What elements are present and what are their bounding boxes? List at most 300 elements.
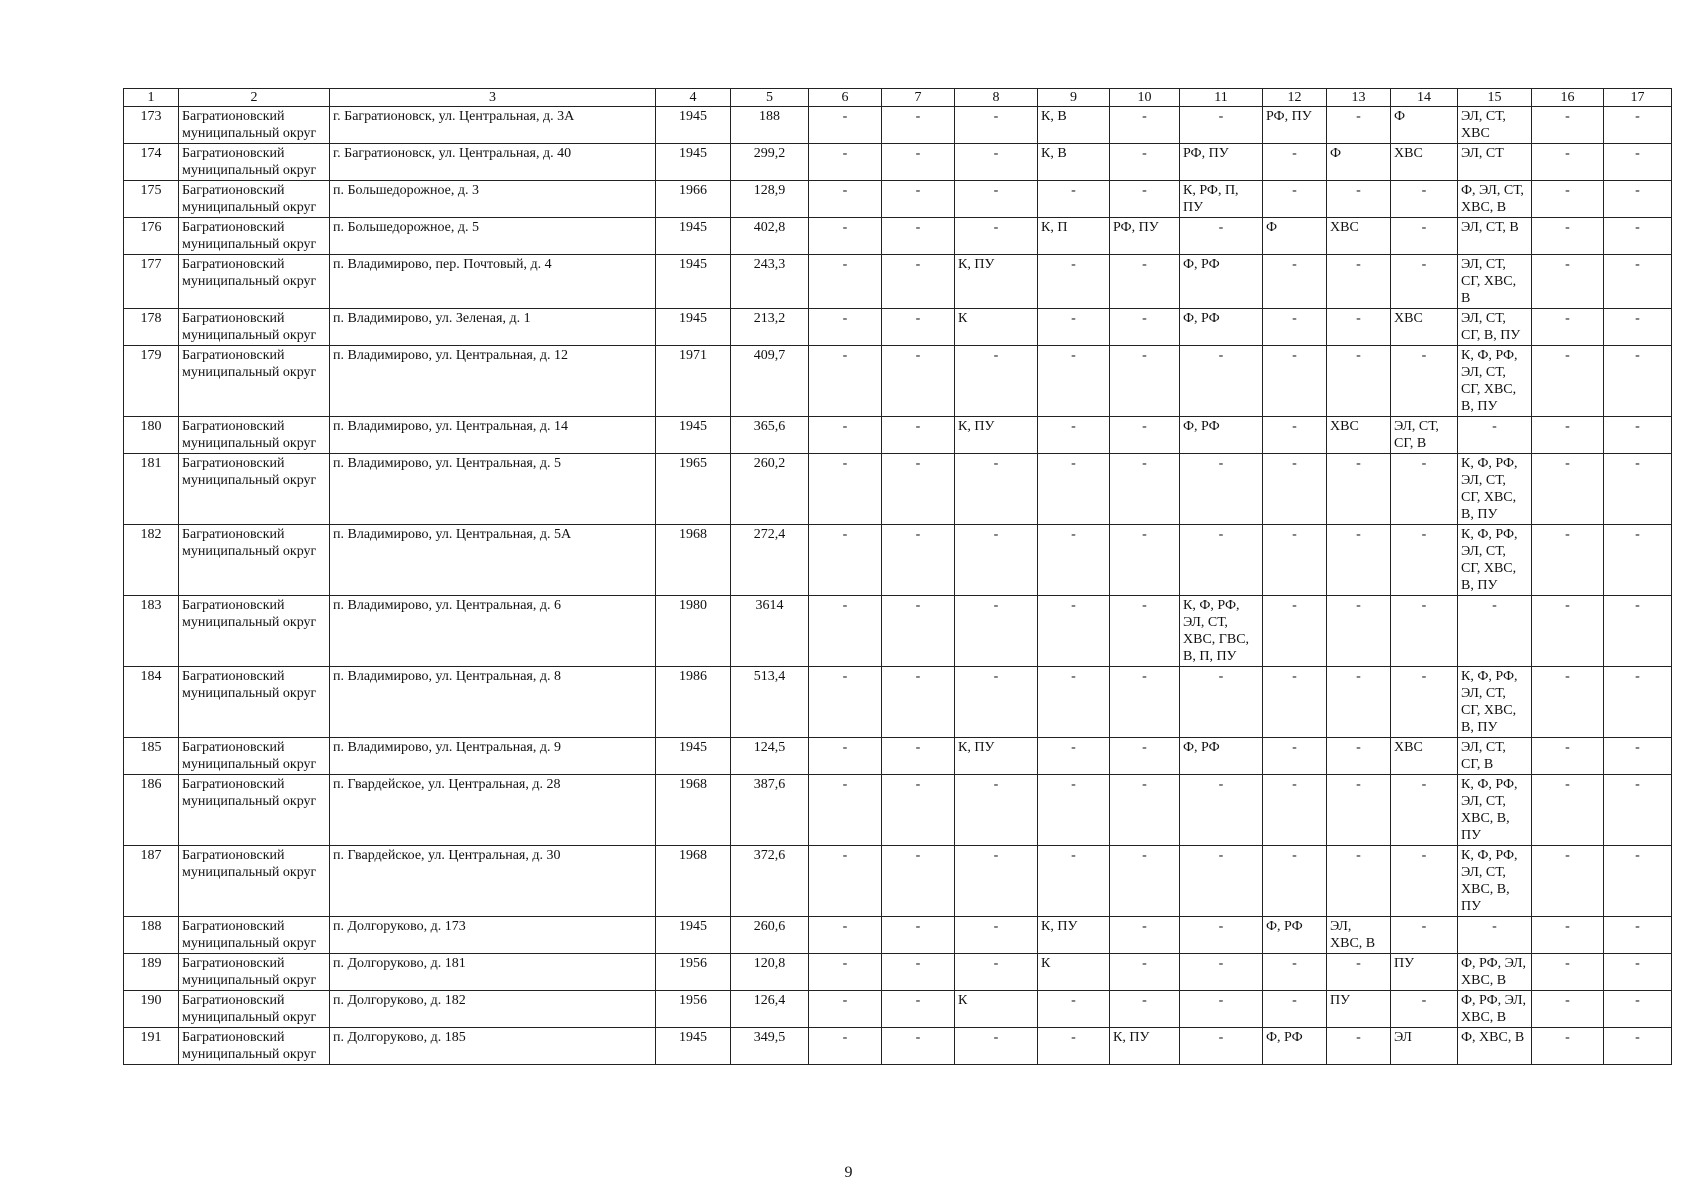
table-cell-col-5: 213,2 bbox=[731, 309, 809, 346]
table-cell-col-12: - bbox=[1263, 144, 1327, 181]
table-cell-col-13: - bbox=[1327, 846, 1391, 917]
table-cell-col-7: - bbox=[882, 917, 955, 954]
table-cell-col-7: - bbox=[882, 667, 955, 738]
table-cell-col-14: ЭЛ, СТ, СГ, В bbox=[1391, 417, 1458, 454]
table-cell-col-16: - bbox=[1532, 346, 1604, 417]
table-cell-col-17: - bbox=[1604, 1028, 1672, 1065]
table-cell-col-10: - bbox=[1110, 667, 1180, 738]
table-cell-col-1: 179 bbox=[124, 346, 179, 417]
table-cell-col-7: - bbox=[882, 181, 955, 218]
table-row bbox=[124, 917, 1672, 954]
table-cell-col-14: - bbox=[1391, 255, 1458, 309]
table-cell-col-4: 1956 bbox=[656, 991, 731, 1028]
column-header-4: 4 bbox=[656, 89, 731, 107]
column-header-14: 14 bbox=[1391, 89, 1458, 107]
table-cell-col-3: п. Владимирово, пер. Почтовый, д. 4 bbox=[330, 255, 656, 309]
table-row bbox=[124, 775, 1672, 846]
table-cell-col-9: - bbox=[1038, 309, 1110, 346]
table-cell-col-8: - bbox=[955, 181, 1038, 218]
table-cell-col-13: ХВС bbox=[1327, 417, 1391, 454]
table-cell-col-10: - bbox=[1110, 107, 1180, 144]
table-cell-col-14: - bbox=[1391, 775, 1458, 846]
table-cell-col-1: 182 bbox=[124, 525, 179, 596]
table-row bbox=[124, 309, 1672, 346]
table-cell-col-17: - bbox=[1604, 181, 1672, 218]
table-cell-col-15: ЭЛ, СТ, СГ, ХВС, В bbox=[1458, 255, 1532, 309]
table-row bbox=[124, 667, 1672, 738]
table-cell-col-7: - bbox=[882, 954, 955, 991]
table-cell-col-2: Багратионовский муниципальный округ bbox=[179, 525, 330, 596]
table-cell-col-3: п. Владимирово, ул. Центральная, д. 12 bbox=[330, 346, 656, 417]
column-header-15: 15 bbox=[1458, 89, 1532, 107]
table-cell-col-5: 272,4 bbox=[731, 525, 809, 596]
table-cell-col-1: 185 bbox=[124, 738, 179, 775]
table-cell-col-14: ХВС bbox=[1391, 144, 1458, 181]
table-cell-col-7: - bbox=[882, 1028, 955, 1065]
table-cell-col-16: - bbox=[1532, 738, 1604, 775]
table-cell-col-17: - bbox=[1604, 218, 1672, 255]
table-cell-col-10: - bbox=[1110, 775, 1180, 846]
table-cell-col-3: п. Долгоруково, д. 173 bbox=[330, 917, 656, 954]
table-cell-col-5: 299,2 bbox=[731, 144, 809, 181]
table-cell-col-1: 190 bbox=[124, 991, 179, 1028]
table-row bbox=[124, 991, 1672, 1028]
table-cell-col-11: РФ, ПУ bbox=[1180, 144, 1263, 181]
table-cell-col-5: 409,7 bbox=[731, 346, 809, 417]
table-cell-col-11: - bbox=[1180, 107, 1263, 144]
table-cell-col-2: Багратионовский муниципальный округ bbox=[179, 144, 330, 181]
table-cell-col-15: - bbox=[1458, 596, 1532, 667]
table-cell-col-11: - bbox=[1180, 218, 1263, 255]
table-cell-col-16: - bbox=[1532, 775, 1604, 846]
table-cell-col-8: - bbox=[955, 846, 1038, 917]
table-cell-col-1: 187 bbox=[124, 846, 179, 917]
table-cell-col-15: К, Ф, РФ, ЭЛ, СТ, СГ, ХВС, В, ПУ bbox=[1458, 454, 1532, 525]
table-cell-col-2: Багратионовский муниципальный округ bbox=[179, 346, 330, 417]
table-cell-col-17: - bbox=[1604, 667, 1672, 738]
table-cell-col-7: - bbox=[882, 144, 955, 181]
table-cell-col-17: - bbox=[1604, 846, 1672, 917]
table-cell-col-8: - bbox=[955, 346, 1038, 417]
table-row bbox=[124, 596, 1672, 667]
table-cell-col-16: - bbox=[1532, 309, 1604, 346]
table-cell-col-3: п. Владимирово, ул. Центральная, д. 14 bbox=[330, 417, 656, 454]
column-header-12: 12 bbox=[1263, 89, 1327, 107]
table-cell-col-12: - bbox=[1263, 596, 1327, 667]
table-cell-col-11: Ф, РФ bbox=[1180, 738, 1263, 775]
column-number-header bbox=[124, 89, 1672, 107]
table-cell-col-2: Багратионовский муниципальный округ bbox=[179, 454, 330, 525]
table-cell-col-17: - bbox=[1604, 991, 1672, 1028]
table-cell-col-13: - bbox=[1327, 525, 1391, 596]
table-cell-col-13: ПУ bbox=[1327, 991, 1391, 1028]
table-cell-col-15: - bbox=[1458, 917, 1532, 954]
table-cell-col-1: 189 bbox=[124, 954, 179, 991]
table-row bbox=[124, 1028, 1672, 1065]
table-cell-col-7: - bbox=[882, 107, 955, 144]
table-cell-col-8: - bbox=[955, 667, 1038, 738]
table-cell-col-7: - bbox=[882, 991, 955, 1028]
table-cell-col-16: - bbox=[1532, 181, 1604, 218]
table-cell-col-11: - bbox=[1180, 1028, 1263, 1065]
table-cell-col-14: ХВС bbox=[1391, 309, 1458, 346]
table-cell-col-5: 126,4 bbox=[731, 991, 809, 1028]
table-cell-col-1: 174 bbox=[124, 144, 179, 181]
table-cell-col-14: - bbox=[1391, 991, 1458, 1028]
table-cell-col-14: - bbox=[1391, 917, 1458, 954]
table-cell-col-6: - bbox=[809, 596, 882, 667]
table-row bbox=[124, 107, 1672, 144]
table-row bbox=[124, 738, 1672, 775]
table-cell-col-3: п. Владимирово, ул. Центральная, д. 9 bbox=[330, 738, 656, 775]
table-cell-col-15: Ф, РФ, ЭЛ, ХВС, В bbox=[1458, 991, 1532, 1028]
table-cell-col-2: Багратионовский муниципальный округ bbox=[179, 775, 330, 846]
table-cell-col-3: п. Владимирово, ул. Зеленая, д. 1 bbox=[330, 309, 656, 346]
table-cell-col-16: - bbox=[1532, 144, 1604, 181]
table-row bbox=[124, 346, 1672, 417]
table-cell-col-7: - bbox=[882, 255, 955, 309]
table-cell-col-3: п. Гвардейское, ул. Центральная, д. 30 bbox=[330, 846, 656, 917]
table-cell-col-15: ЭЛ, СТ, ХВС bbox=[1458, 107, 1532, 144]
table-cell-col-9: - bbox=[1038, 346, 1110, 417]
table-cell-col-3: п. Долгоруково, д. 182 bbox=[330, 991, 656, 1028]
table-cell-col-6: - bbox=[809, 991, 882, 1028]
table-cell-col-6: - bbox=[809, 144, 882, 181]
table-cell-col-14: Ф bbox=[1391, 107, 1458, 144]
table-cell-col-11: - bbox=[1180, 954, 1263, 991]
table-cell-col-12: Ф, РФ bbox=[1263, 917, 1327, 954]
column-header-10: 10 bbox=[1110, 89, 1180, 107]
table-cell-col-9: - bbox=[1038, 525, 1110, 596]
table-cell-col-6: - bbox=[809, 738, 882, 775]
table-cell-col-7: - bbox=[882, 525, 955, 596]
table-cell-col-14: ЭЛ bbox=[1391, 1028, 1458, 1065]
table-cell-col-2: Багратионовский муниципальный округ bbox=[179, 1028, 330, 1065]
table-cell-col-14: - bbox=[1391, 846, 1458, 917]
table-row bbox=[124, 954, 1672, 991]
table-cell-col-15: ЭЛ, СТ, СГ, В bbox=[1458, 738, 1532, 775]
column-header-1: 1 bbox=[124, 89, 179, 107]
table-cell-col-13: - bbox=[1327, 346, 1391, 417]
table-cell-col-3: г. Багратионовск, ул. Центральная, д. 3А bbox=[330, 107, 656, 144]
table-cell-col-12: - bbox=[1263, 846, 1327, 917]
table-cell-col-13: - bbox=[1327, 107, 1391, 144]
table-cell-col-6: - bbox=[809, 417, 882, 454]
table-cell-col-16: - bbox=[1532, 596, 1604, 667]
table-cell-col-14: ПУ bbox=[1391, 954, 1458, 991]
table-cell-col-11: - bbox=[1180, 525, 1263, 596]
table-cell-col-9: К, П bbox=[1038, 218, 1110, 255]
table-cell-col-14: - bbox=[1391, 218, 1458, 255]
table-cell-col-12: - bbox=[1263, 454, 1327, 525]
table-cell-col-4: 1980 bbox=[656, 596, 731, 667]
table-cell-col-5: 402,8 bbox=[731, 218, 809, 255]
table-cell-col-3: п. Долгоруково, д. 181 bbox=[330, 954, 656, 991]
column-header-7: 7 bbox=[882, 89, 955, 107]
table-cell-col-8: - bbox=[955, 596, 1038, 667]
table-cell-col-6: - bbox=[809, 525, 882, 596]
table-cell-col-15: ЭЛ, СТ, В bbox=[1458, 218, 1532, 255]
table-cell-col-9: К, ПУ bbox=[1038, 917, 1110, 954]
table-cell-col-13: ЭЛ, ХВС, В bbox=[1327, 917, 1391, 954]
table-cell-col-11: Ф, РФ bbox=[1180, 255, 1263, 309]
table-cell-col-5: 124,5 bbox=[731, 738, 809, 775]
table-cell-col-8: - bbox=[955, 144, 1038, 181]
table-cell-col-1: 177 bbox=[124, 255, 179, 309]
table-cell-col-16: - bbox=[1532, 417, 1604, 454]
table-cell-col-3: п. Владимирово, ул. Центральная, д. 6 bbox=[330, 596, 656, 667]
table-cell-col-17: - bbox=[1604, 144, 1672, 181]
table-cell-col-17: - bbox=[1604, 255, 1672, 309]
table-cell-col-4: 1945 bbox=[656, 917, 731, 954]
table-row bbox=[124, 454, 1672, 525]
table-cell-col-5: 188 bbox=[731, 107, 809, 144]
table-cell-col-6: - bbox=[809, 218, 882, 255]
column-header-9: 9 bbox=[1038, 89, 1110, 107]
table-cell-col-7: - bbox=[882, 309, 955, 346]
table-cell-col-15: Ф, ХВС, В bbox=[1458, 1028, 1532, 1065]
table-cell-col-6: - bbox=[809, 846, 882, 917]
table-cell-col-9: - bbox=[1038, 846, 1110, 917]
column-header-5: 5 bbox=[731, 89, 809, 107]
table-cell-col-4: 1968 bbox=[656, 525, 731, 596]
table-cell-col-10: - bbox=[1110, 525, 1180, 596]
table-cell-col-10: - bbox=[1110, 255, 1180, 309]
table-cell-col-3: п. Долгоруково, д. 185 bbox=[330, 1028, 656, 1065]
table-cell-col-4: 1945 bbox=[656, 738, 731, 775]
table-cell-col-15: К, Ф, РФ, ЭЛ, СТ, ХВС, В, ПУ bbox=[1458, 775, 1532, 846]
table-cell-col-10: РФ, ПУ bbox=[1110, 218, 1180, 255]
table-cell-col-16: - bbox=[1532, 218, 1604, 255]
table-cell-col-12: - bbox=[1263, 181, 1327, 218]
table-cell-col-8: - bbox=[955, 107, 1038, 144]
table-cell-col-16: - bbox=[1532, 454, 1604, 525]
table-cell-col-17: - bbox=[1604, 417, 1672, 454]
table-cell-col-2: Багратионовский муниципальный округ bbox=[179, 181, 330, 218]
table-cell-col-10: - bbox=[1110, 991, 1180, 1028]
table-cell-col-6: - bbox=[809, 107, 882, 144]
table-cell-col-13: - bbox=[1327, 596, 1391, 667]
table-cell-col-2: Багратионовский муниципальный округ bbox=[179, 991, 330, 1028]
table-cell-col-11: Ф, РФ bbox=[1180, 417, 1263, 454]
table-cell-col-11: - bbox=[1180, 346, 1263, 417]
table-cell-col-11: - bbox=[1180, 775, 1263, 846]
table-cell-col-6: - bbox=[809, 309, 882, 346]
table-cell-col-17: - bbox=[1604, 775, 1672, 846]
table-cell-col-14: - bbox=[1391, 525, 1458, 596]
table-cell-col-12: - bbox=[1263, 667, 1327, 738]
table-cell-col-17: - bbox=[1604, 107, 1672, 144]
table-cell-col-3: п. Владимирово, ул. Центральная, д. 5 bbox=[330, 454, 656, 525]
table-cell-col-12: Ф bbox=[1263, 218, 1327, 255]
table-cell-col-4: 1945 bbox=[656, 218, 731, 255]
table-body bbox=[124, 107, 1672, 1065]
column-header-3: 3 bbox=[330, 89, 656, 107]
table-cell-col-7: - bbox=[882, 738, 955, 775]
table-cell-col-9: - bbox=[1038, 667, 1110, 738]
table-cell-col-10: - bbox=[1110, 181, 1180, 218]
table-cell-col-8: - bbox=[955, 1028, 1038, 1065]
table-row bbox=[124, 144, 1672, 181]
column-header-11: 11 bbox=[1180, 89, 1263, 107]
table-cell-col-11: К, Ф, РФ, ЭЛ, СТ, ХВС, ГВС, В, П, ПУ bbox=[1180, 596, 1263, 667]
table-cell-col-10: - bbox=[1110, 596, 1180, 667]
column-header-8: 8 bbox=[955, 89, 1038, 107]
table-cell-col-4: 1956 bbox=[656, 954, 731, 991]
table-cell-col-12: - bbox=[1263, 255, 1327, 309]
housing-register-table bbox=[123, 88, 1672, 1065]
table-cell-col-1: 175 bbox=[124, 181, 179, 218]
column-header-2: 2 bbox=[179, 89, 330, 107]
table-cell-col-9: К, В bbox=[1038, 144, 1110, 181]
table-cell-col-14: - bbox=[1391, 596, 1458, 667]
table-cell-col-9: - bbox=[1038, 454, 1110, 525]
table-cell-col-17: - bbox=[1604, 309, 1672, 346]
table-cell-col-10: - bbox=[1110, 954, 1180, 991]
table-cell-col-12: РФ, ПУ bbox=[1263, 107, 1327, 144]
table-cell-col-16: - bbox=[1532, 991, 1604, 1028]
table-cell-col-13: - bbox=[1327, 1028, 1391, 1065]
table-cell-col-17: - bbox=[1604, 346, 1672, 417]
table-cell-col-8: К, ПУ bbox=[955, 738, 1038, 775]
table-cell-col-5: 365,6 bbox=[731, 417, 809, 454]
table-cell-col-6: - bbox=[809, 667, 882, 738]
table-cell-col-15: ЭЛ, СТ bbox=[1458, 144, 1532, 181]
table-cell-col-12: Ф, РФ bbox=[1263, 1028, 1327, 1065]
table-cell-col-17: - bbox=[1604, 738, 1672, 775]
table-cell-col-4: 1945 bbox=[656, 107, 731, 144]
page-number: 9 bbox=[844, 1164, 853, 1181]
table-cell-col-5: 243,3 bbox=[731, 255, 809, 309]
table-cell-col-13: - bbox=[1327, 775, 1391, 846]
table-cell-col-3: п. Большедорожное, д. 5 bbox=[330, 218, 656, 255]
table-cell-col-2: Багратионовский муниципальный округ bbox=[179, 596, 330, 667]
table-cell-col-13: - bbox=[1327, 309, 1391, 346]
table-cell-col-1: 176 bbox=[124, 218, 179, 255]
table-cell-col-1: 183 bbox=[124, 596, 179, 667]
table-cell-col-5: 128,9 bbox=[731, 181, 809, 218]
table-cell-col-16: - bbox=[1532, 107, 1604, 144]
table-cell-col-13: - bbox=[1327, 255, 1391, 309]
table-cell-col-5: 387,6 bbox=[731, 775, 809, 846]
table-cell-col-4: 1945 bbox=[656, 255, 731, 309]
table-cell-col-10: К, ПУ bbox=[1110, 1028, 1180, 1065]
table-cell-col-1: 180 bbox=[124, 417, 179, 454]
table-cell-col-2: Багратионовский муниципальный округ bbox=[179, 218, 330, 255]
table-cell-col-8: - bbox=[955, 454, 1038, 525]
table-cell-col-6: - bbox=[809, 181, 882, 218]
table-cell-col-5: 349,5 bbox=[731, 1028, 809, 1065]
table-cell-col-6: - bbox=[809, 917, 882, 954]
table-cell-col-4: 1965 bbox=[656, 454, 731, 525]
table-cell-col-14: - bbox=[1391, 667, 1458, 738]
table-cell-col-8: К, ПУ bbox=[955, 255, 1038, 309]
table-cell-col-7: - bbox=[882, 846, 955, 917]
table-cell-col-4: 1986 bbox=[656, 667, 731, 738]
column-header-17: 17 bbox=[1604, 89, 1672, 107]
table-cell-col-7: - bbox=[882, 417, 955, 454]
column-header-13: 13 bbox=[1327, 89, 1391, 107]
table-cell-col-9: - bbox=[1038, 255, 1110, 309]
table-cell-col-14: ХВС bbox=[1391, 738, 1458, 775]
table-cell-col-10: - bbox=[1110, 309, 1180, 346]
table-cell-col-16: - bbox=[1532, 667, 1604, 738]
table-cell-col-13: ХВС bbox=[1327, 218, 1391, 255]
table-cell-col-9: - bbox=[1038, 181, 1110, 218]
table-cell-col-12: - bbox=[1263, 954, 1327, 991]
table-cell-col-16: - bbox=[1532, 917, 1604, 954]
table-cell-col-8: - bbox=[955, 218, 1038, 255]
table-cell-col-17: - bbox=[1604, 454, 1672, 525]
table-cell-col-11: - bbox=[1180, 454, 1263, 525]
table-cell-col-8: - bbox=[955, 525, 1038, 596]
table-cell-col-4: 1945 bbox=[656, 309, 731, 346]
table-cell-col-10: - bbox=[1110, 846, 1180, 917]
table-cell-col-14: - bbox=[1391, 181, 1458, 218]
table-cell-col-9: - bbox=[1038, 738, 1110, 775]
table-row bbox=[124, 181, 1672, 218]
table-cell-col-12: - bbox=[1263, 309, 1327, 346]
table-cell-col-13: - bbox=[1327, 454, 1391, 525]
table-cell-col-3: п. Гвардейское, ул. Центральная, д. 28 bbox=[330, 775, 656, 846]
table-cell-col-6: - bbox=[809, 954, 882, 991]
table-cell-col-4: 1968 bbox=[656, 846, 731, 917]
table-row bbox=[124, 525, 1672, 596]
table-cell-col-1: 188 bbox=[124, 917, 179, 954]
table-cell-col-1: 186 bbox=[124, 775, 179, 846]
table-cell-col-15: К, Ф, РФ, ЭЛ, СТ, СГ, ХВС, В, ПУ bbox=[1458, 346, 1532, 417]
table-cell-col-2: Багратионовский муниципальный округ bbox=[179, 954, 330, 991]
table-cell-col-8: - bbox=[955, 917, 1038, 954]
table-cell-col-17: - bbox=[1604, 954, 1672, 991]
table-cell-col-2: Багратионовский муниципальный округ bbox=[179, 667, 330, 738]
table-cell-col-8: К bbox=[955, 309, 1038, 346]
table-cell-col-13: - bbox=[1327, 181, 1391, 218]
table-cell-col-15: Ф, ЭЛ, СТ, ХВС, В bbox=[1458, 181, 1532, 218]
table-cell-col-1: 173 bbox=[124, 107, 179, 144]
table-cell-col-14: - bbox=[1391, 454, 1458, 525]
table-cell-col-11: К, РФ, П, ПУ bbox=[1180, 181, 1263, 218]
table-cell-col-6: - bbox=[809, 255, 882, 309]
table-cell-col-9: - bbox=[1038, 991, 1110, 1028]
table-cell-col-7: - bbox=[882, 775, 955, 846]
table-cell-col-4: 1968 bbox=[656, 775, 731, 846]
table-cell-col-6: - bbox=[809, 454, 882, 525]
table-cell-col-6: - bbox=[809, 1028, 882, 1065]
table-cell-col-4: 1945 bbox=[656, 1028, 731, 1065]
table-cell-col-12: - bbox=[1263, 417, 1327, 454]
table-cell-col-7: - bbox=[882, 218, 955, 255]
table-cell-col-11: - bbox=[1180, 991, 1263, 1028]
table-cell-col-13: Ф bbox=[1327, 144, 1391, 181]
table-cell-col-11: - bbox=[1180, 917, 1263, 954]
table-cell-col-3: п. Владимирово, ул. Центральная, д. 5А bbox=[330, 525, 656, 596]
table-cell-col-16: - bbox=[1532, 954, 1604, 991]
table-cell-col-4: 1971 bbox=[656, 346, 731, 417]
table-cell-col-11: Ф, РФ bbox=[1180, 309, 1263, 346]
table-cell-col-4: 1966 bbox=[656, 181, 731, 218]
table-cell-col-10: - bbox=[1110, 417, 1180, 454]
table-cell-col-12: - bbox=[1263, 775, 1327, 846]
table-cell-col-16: - bbox=[1532, 1028, 1604, 1065]
table-cell-col-10: - bbox=[1110, 738, 1180, 775]
table-cell-col-12: - bbox=[1263, 525, 1327, 596]
table-cell-col-9: - bbox=[1038, 1028, 1110, 1065]
table-cell-col-16: - bbox=[1532, 255, 1604, 309]
table-cell-col-9: - bbox=[1038, 596, 1110, 667]
table-cell-col-15: К, Ф, РФ, ЭЛ, СТ, ХВС, В, ПУ bbox=[1458, 846, 1532, 917]
table-cell-col-2: Багратионовский муниципальный округ bbox=[179, 417, 330, 454]
